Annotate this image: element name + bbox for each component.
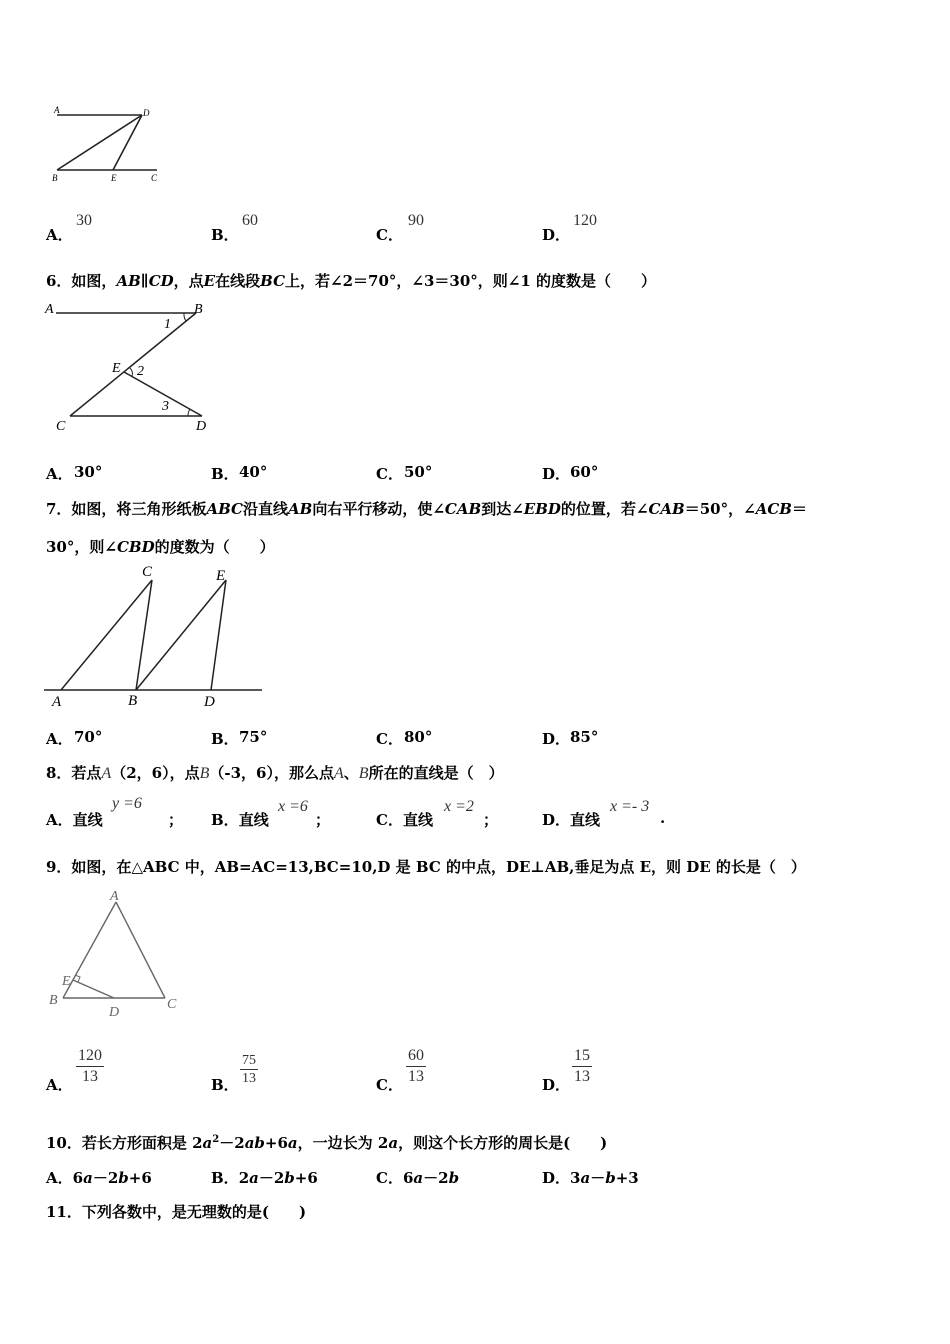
q9-option-d[interactable]: D． xyxy=(542,1076,571,1094)
q8-option-d-eq: x =- 3 xyxy=(610,798,650,815)
q11-stem: 11．下列各数中，是无理数的是( ) xyxy=(46,1203,307,1221)
q6-label-1: 1 xyxy=(164,317,171,332)
q6-option-c[interactable]: C． xyxy=(376,465,403,483)
q6-label-b: B xyxy=(194,302,203,317)
q6-figure xyxy=(44,298,224,434)
q5-label-d: D xyxy=(143,108,150,118)
q7-option-c-value: 80° xyxy=(404,728,433,746)
q5-label-a: A xyxy=(54,105,60,115)
q6-stem: 6．如图，AB∥CD，点E在线段BC上，若∠2＝70°，∠3＝30°，则∠1 的度数是（ ） xyxy=(46,272,657,290)
q5-figure xyxy=(45,100,170,185)
q7-figure xyxy=(44,560,266,712)
q7-option-a-value: 70° xyxy=(74,728,103,746)
q7-option-b[interactable]: B． xyxy=(211,730,239,748)
q7-option-b-value: 75° xyxy=(239,728,268,746)
q6-option-a[interactable]: A． xyxy=(46,465,73,483)
q7-label-d: D xyxy=(204,694,215,710)
q6-label-3: 3 xyxy=(162,399,169,414)
q8-option-b-tail: ； xyxy=(315,811,331,829)
q7-label-e: E xyxy=(216,568,226,584)
q9-option-a[interactable]: A． xyxy=(46,1076,73,1094)
q8-option-b[interactable]: B．直线 xyxy=(211,811,269,829)
q10-option-c[interactable]: C．6a－2b xyxy=(376,1169,460,1187)
q9-figure xyxy=(44,882,184,1022)
q8-option-a[interactable]: A．直线 xyxy=(46,811,103,829)
q6-option-d-value: 60° xyxy=(570,463,599,481)
q9-label-a: A xyxy=(110,889,119,904)
q7-stem-line2: 30°，则∠CBD的度数为（ ） xyxy=(46,538,275,556)
q8-option-a-eq: y =6 xyxy=(112,795,142,812)
q9-label-e: E xyxy=(62,974,71,989)
q7-stem-line1: 7．如图，将三角形纸板ABC沿直线AB向右平行移动，使∠CAB到达∠EBD的位置，若∠CAB＝50°，∠ACB＝ xyxy=(46,500,807,518)
q7-label-c: C xyxy=(142,564,153,580)
q9-option-a-fraction: $\frac{120}{13}$ xyxy=(78,1047,102,1085)
q8-option-b-eq: x =6 xyxy=(278,798,308,815)
q6-option-c-value: 50° xyxy=(404,463,433,481)
q7-label-a: A xyxy=(52,694,62,710)
q9-option-c-fraction: $\frac{60}{13}$ xyxy=(408,1047,424,1085)
q6-option-b-value: 40° xyxy=(239,463,268,481)
q9-option-b[interactable]: B． xyxy=(211,1076,239,1094)
q8-option-d[interactable]: D．直线 xyxy=(542,811,601,829)
q6-label-c: C xyxy=(56,419,66,434)
q10-stem: 10．若长方形面积是 $2a^2-2ab+6a$，一边长为 2a，则这个长方形的周长是( ) xyxy=(46,1134,608,1152)
q5-option-b-value: 60 xyxy=(242,212,258,229)
q5-option-d[interactable]: D． 120 xyxy=(542,212,597,244)
q5-label-b: B xyxy=(52,173,58,183)
q10-option-d[interactable]: D．3a－b+3 xyxy=(542,1169,639,1187)
q8-stem: 8．若点A（2，6），点B（-3，6），那么点A、B所在的直线是（ ） xyxy=(46,764,504,782)
q5-option-d-value: 120 xyxy=(573,212,597,229)
q8-option-a-tail: ； xyxy=(168,811,184,829)
q6-option-a-value: 30° xyxy=(74,463,103,481)
q9-stem: 9．如图，在△ABC 中，AB=AC=13,BC=10,D 是 BC 的中点，DE⊥AB,垂足为点 E，则 DE 的长是（ ） xyxy=(46,858,806,876)
q9-option-b-fraction: $\frac{75}{13}$ xyxy=(242,1053,256,1086)
q9-option-c[interactable]: C． xyxy=(376,1076,403,1094)
q8-option-c-eq: x =2 xyxy=(444,798,474,815)
q9-option-d-fraction: $\frac{15}{13}$ xyxy=(574,1047,590,1085)
q10-option-a[interactable]: A．6a－2b+6 xyxy=(46,1169,152,1187)
q7-label-b: B xyxy=(128,693,138,709)
q5-option-c-value: 90 xyxy=(408,212,424,229)
q10-option-b[interactable]: B．2a－2b+6 xyxy=(211,1169,318,1187)
q9-label-c: C xyxy=(167,997,177,1012)
q6-label-a: A xyxy=(45,302,54,317)
q7-option-d[interactable]: D． xyxy=(542,730,571,748)
q7-option-d-value: 85° xyxy=(570,728,599,746)
q5-label-e: E xyxy=(111,173,117,183)
q8-option-d-tail: . xyxy=(660,809,666,827)
q7-option-c[interactable]: C． xyxy=(376,730,403,748)
q5-label-c: C xyxy=(151,173,158,183)
q6-label-e: E xyxy=(112,361,121,376)
q5-option-c[interactable]: C． 90 xyxy=(376,212,424,244)
q7-option-a[interactable]: A． xyxy=(46,730,73,748)
q5-option-a-value: 30 xyxy=(76,212,92,229)
q5-option-b[interactable]: B． 60 xyxy=(211,212,258,244)
q6-label-2: 2 xyxy=(137,364,144,379)
q8-option-c[interactable]: C．直线 xyxy=(376,811,433,829)
q9-label-d: D xyxy=(109,1005,120,1020)
q6-option-d[interactable]: D． xyxy=(542,465,571,483)
q8-option-c-tail: ； xyxy=(483,811,499,829)
q6-option-b[interactable]: B． xyxy=(211,465,239,483)
q5-option-a[interactable]: A． 30 xyxy=(46,212,92,244)
q6-label-d: D xyxy=(196,419,207,434)
q9-label-b: B xyxy=(49,993,58,1008)
